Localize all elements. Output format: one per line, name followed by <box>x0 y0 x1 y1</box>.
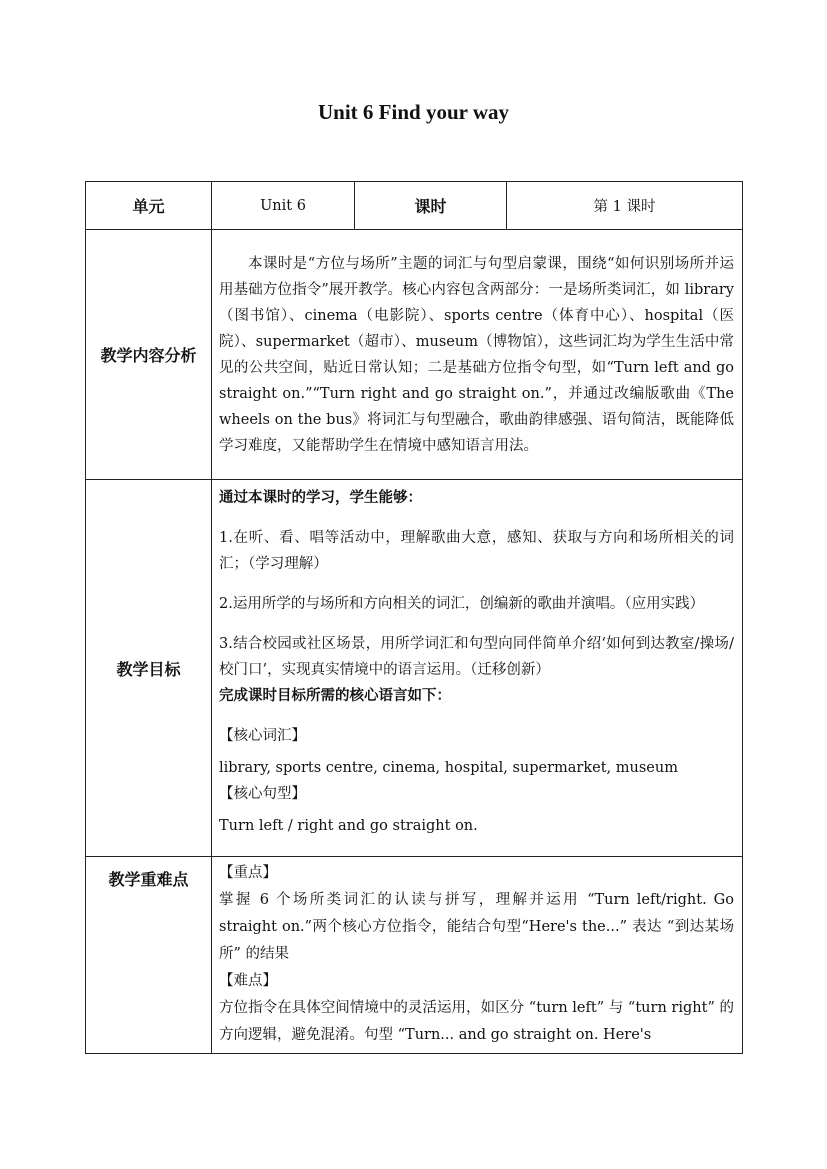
unit-label: 单元 <box>86 182 212 230</box>
objective-item-3: 3.结合校园或社区场景，用所学词汇和句型向同伴简单介绍‘如何到达教室/操场/校门口’，实现真实情境中的语言运用。（迁移创新） <box>219 636 734 678</box>
objective-item-2: 2.运用所学的与场所和方向相关的词汇，创编新的歌曲并演唱。（应用实践） <box>219 596 705 612</box>
unit-value: Unit 6 <box>212 182 355 230</box>
analysis-row <box>86 230 743 480</box>
analysis-label: 教学内容分析 <box>86 230 212 480</box>
lesson-label: 课时 <box>355 182 507 230</box>
vocab-title: 【核心词汇】 <box>219 728 306 744</box>
vocab-list: library, sports centre, cinema, hospital, supermarket, museum <box>219 760 678 776</box>
lesson-value: 第 1 课时 <box>507 182 743 230</box>
objectives-intro: 通过本课时的学习，学生能够： <box>219 489 422 506</box>
analysis-cell <box>212 230 743 480</box>
focus-title: 【重点】 <box>219 865 277 881</box>
analysis-text: 本课时是“方位与场所”主题的词汇与句型启蒙课，围绕“如何识别场所并运用基础方位指令”展开教学。核心内容包含两部分：一是场所类词汇，如 library（图书馆）、cinema（电影院）、sports centre（体育中心）、hospital（医院）、supermarket（超市）、museum（博物馆），这些词汇均为学生生活中常见的公共空间，贴近日常认知；二是基础方位指令句型，如“Turn left and go straight on.”“Turn right and go straight on.”，并通过改编版歌曲《The wheels on the bus》将词汇与句型融合，歌曲韵律感强、语句简洁，既能降低学习难度，又能帮助学生在情境中感知语言用法。 <box>219 255 734 454</box>
difficulty-title: 【难点】 <box>219 973 277 989</box>
sentence-pattern: Turn left / right and go straight on. <box>219 818 478 834</box>
objectives-cell <box>212 480 743 857</box>
page-title: Unit 6 Find your way <box>318 100 509 124</box>
objectives-row <box>86 480 743 857</box>
lesson-plan-table <box>85 181 743 1054</box>
keypoints-label: 教学重难点 <box>86 857 212 1054</box>
focus-text: 掌握 6 个场所类词汇的认读与拼写，理解并运用 “Turn left/right. Go straight on.”两个核心方位指令，能结合句型“Here's the...” 表达 “到达某场所” 的结果 <box>219 892 734 962</box>
core-language-intro: 完成课时目标所需的核心语言如下： <box>219 687 451 704</box>
difficulty-text: 方位指令在具体空间情境中的灵活运用，如区分 “turn left” 与 “turn right” 的方向逻辑，避免混淆。句型 “Turn... and go straight on. Here's <box>219 1000 734 1043</box>
header-row <box>86 182 743 230</box>
objective-item-1: 1.在听、看、唱等活动中，理解歌曲大意，感知、获取与方向和场所相关的词汇；（学习理解） <box>219 530 734 572</box>
keypoints-cell <box>212 857 743 1054</box>
keypoints-row <box>86 857 743 1054</box>
sentence-title: 【核心句型】 <box>219 786 306 802</box>
objectives-label: 教学目标 <box>86 480 212 857</box>
